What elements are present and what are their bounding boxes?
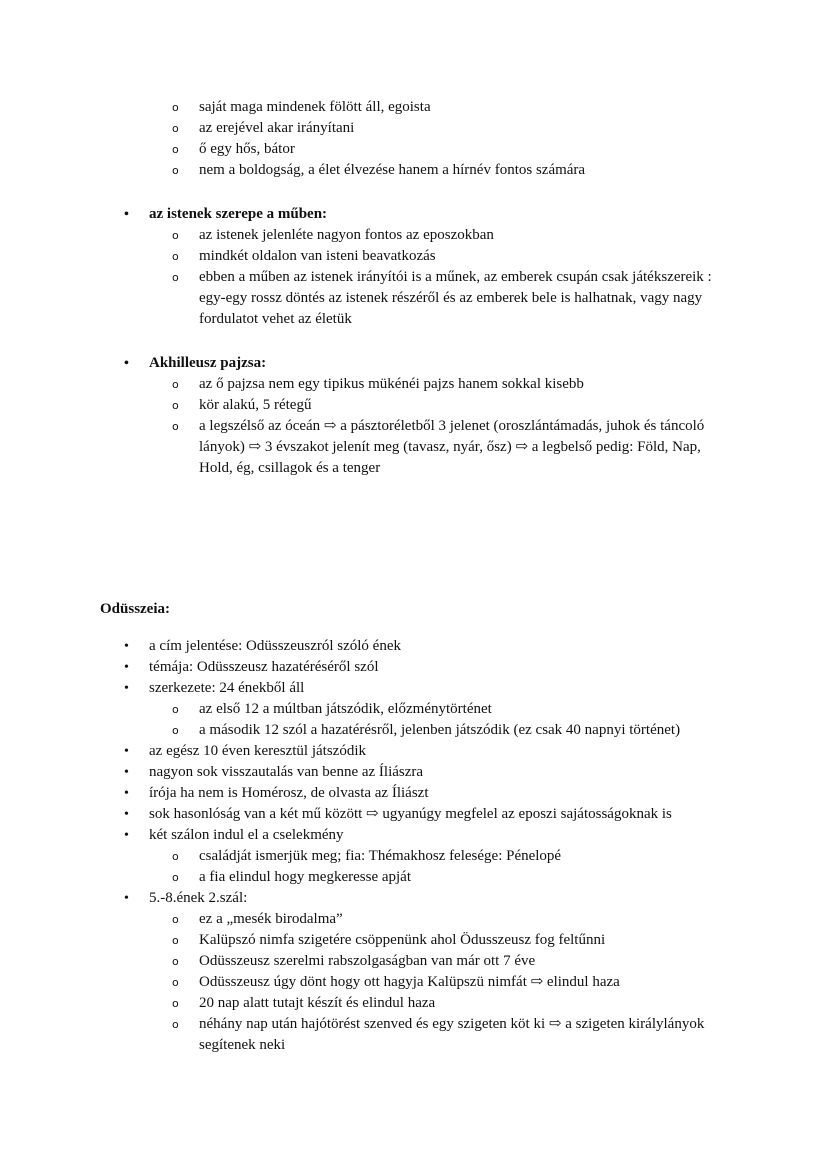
circle-bullet-icon: o bbox=[172, 997, 179, 1010]
shield-section bbox=[0, 353, 828, 479]
list-item: • sok hasonlóság van a két mű között ⇨ ugyanúgy megfelel az eposzi sajátosságoknak is bbox=[0, 804, 828, 825]
bullet-icon: • bbox=[124, 744, 129, 759]
list-item: • szerkezete: 24 énekből áll bbox=[0, 678, 828, 699]
sub-list-item: o Odüsszeusz szerelmi rabszolgaságban van már ott 7 éve bbox=[0, 951, 828, 972]
section-title: • az istenek szerepe a műben: bbox=[0, 204, 828, 225]
circle-bullet-icon: o bbox=[172, 1018, 179, 1031]
list-item: o mindkét oldalon van isteni beavatkozás bbox=[0, 246, 828, 267]
list-item: o az erejével akar irányítani bbox=[0, 118, 828, 139]
bullet-icon: • bbox=[124, 765, 129, 780]
circle-bullet-icon: o bbox=[172, 122, 179, 135]
circle-bullet-icon: o bbox=[172, 399, 179, 412]
list-item: • 5.-8.ének 2.szál: bbox=[0, 888, 828, 909]
sub-list-item: o 20 nap alatt tutajt készít és elindul haza bbox=[0, 993, 828, 1014]
circle-bullet-icon: o bbox=[172, 703, 179, 716]
bullet-icon: • bbox=[124, 660, 129, 675]
list-item: o ő egy hős, bátor bbox=[0, 139, 828, 160]
bullet-icon: • bbox=[124, 786, 129, 801]
circle-bullet-icon: o bbox=[172, 934, 179, 947]
list-item: o saját maga mindenek fölött áll, egoista bbox=[0, 97, 828, 118]
bullet-icon: • bbox=[124, 828, 129, 843]
odysseia-section bbox=[0, 599, 828, 1056]
sub-list-item: o Odüsszeusz úgy dönt hogy ott hagyja Kalüpszü nimfát ⇨ elindul haza bbox=[0, 972, 828, 993]
circle-bullet-icon: o bbox=[172, 850, 179, 863]
circle-bullet-icon: o bbox=[172, 164, 179, 177]
circle-bullet-icon: o bbox=[172, 976, 179, 989]
circle-bullet-icon: o bbox=[172, 101, 179, 114]
bullet-icon: • bbox=[124, 891, 129, 906]
list-item: o a legszélső az óceán ⇨ a pásztoréletből 3 jelenet (oroszlántámadás, juhok és táncoló lányok) ⇨ 3 évszakot jelenít meg (tavasz, nyár, ősz) ⇨ a legbelső pedig: Föld, Nap, Hold, ég, csillagok és a tenger bbox=[172, 418, 705, 476]
circle-bullet-icon: o bbox=[172, 250, 179, 263]
bullet-icon: • bbox=[124, 681, 129, 696]
circle-bullet-icon: o bbox=[172, 724, 179, 737]
list-item: o ebben a műben az istenek irányítói is a műnek, az emberek csupán csak játékszereik : egy-egy rossz döntés az istenek részéről és az emberek bele is halhatnak, vagy nagy fordulatot vehet az életük bbox=[172, 269, 712, 327]
list-item: • nagyon sok visszautalás van benne az Íliászra bbox=[0, 762, 828, 783]
circle-bullet-icon: o bbox=[172, 420, 179, 433]
list-item: • a cím jelentése: Odüsszeuszról szóló ének bbox=[0, 636, 828, 657]
list-item: • az egész 10 éven keresztül játszódik bbox=[0, 741, 828, 762]
hero-traits-list bbox=[0, 97, 828, 181]
list-item: o kör alakú, 5 rétegű bbox=[0, 395, 828, 416]
list-item: o nem a boldogság, a élet élvezése hanem a hírnév fontos számára bbox=[0, 160, 828, 181]
circle-bullet-icon: o bbox=[172, 271, 179, 284]
odysseia-list bbox=[0, 636, 828, 1056]
sub-list-item: o Kalüpszó nimfa szigetére csöppenünk ahol Ödusszeusz fog feltűnni bbox=[0, 930, 828, 951]
circle-bullet-icon: o bbox=[172, 955, 179, 968]
bullet-icon: • bbox=[124, 807, 129, 822]
circle-bullet-icon: o bbox=[172, 143, 179, 156]
sub-list-item: o családját ismerjük meg; fia: Thémakhosz felesége: Pénelopé bbox=[0, 846, 828, 867]
circle-bullet-icon: o bbox=[172, 913, 179, 926]
circle-bullet-icon: o bbox=[172, 229, 179, 242]
list-item: o az istenek jelenléte nagyon fontos az eposzokban bbox=[0, 225, 828, 246]
bullet-icon: • bbox=[124, 639, 129, 654]
section-heading: Odüsszeia: bbox=[100, 601, 171, 617]
list-item: • írója ha nem is Homérosz, de olvasta az Íliászt bbox=[0, 783, 828, 804]
sub-list-item: o ez a „mesék birodalma” bbox=[0, 909, 828, 930]
sub-list-item: o néhány nap után hajótörést szenved és egy szigeten köt ki ⇨ a szigeten királylányok segítenek neki bbox=[172, 1016, 705, 1053]
circle-bullet-icon: o bbox=[172, 871, 179, 884]
section-title: • Akhilleusz pajzsa: bbox=[0, 353, 828, 374]
list-item: o az ő pajzsa nem egy tipikus mükénéi pajzs hanem sokkal kisebb bbox=[0, 374, 828, 395]
sub-list-item: o a második 12 szól a hazatérésről, jelenben játszódik (ez csak 40 napnyi történet) bbox=[0, 720, 828, 741]
sub-list-item: o a fia elindul hogy megkeresse apját bbox=[0, 867, 828, 888]
circle-bullet-icon: o bbox=[172, 378, 179, 391]
list-item: • témája: Odüsszeusz hazatéréséről szól bbox=[0, 657, 828, 678]
bullet-icon: • bbox=[124, 207, 129, 222]
sub-list-item: o az első 12 a múltban játszódik, előzménytörténet bbox=[0, 699, 828, 720]
list-item: • két szálon indul el a cselekmény bbox=[0, 825, 828, 846]
bullet-icon: • bbox=[124, 356, 129, 371]
gods-section bbox=[0, 204, 828, 330]
